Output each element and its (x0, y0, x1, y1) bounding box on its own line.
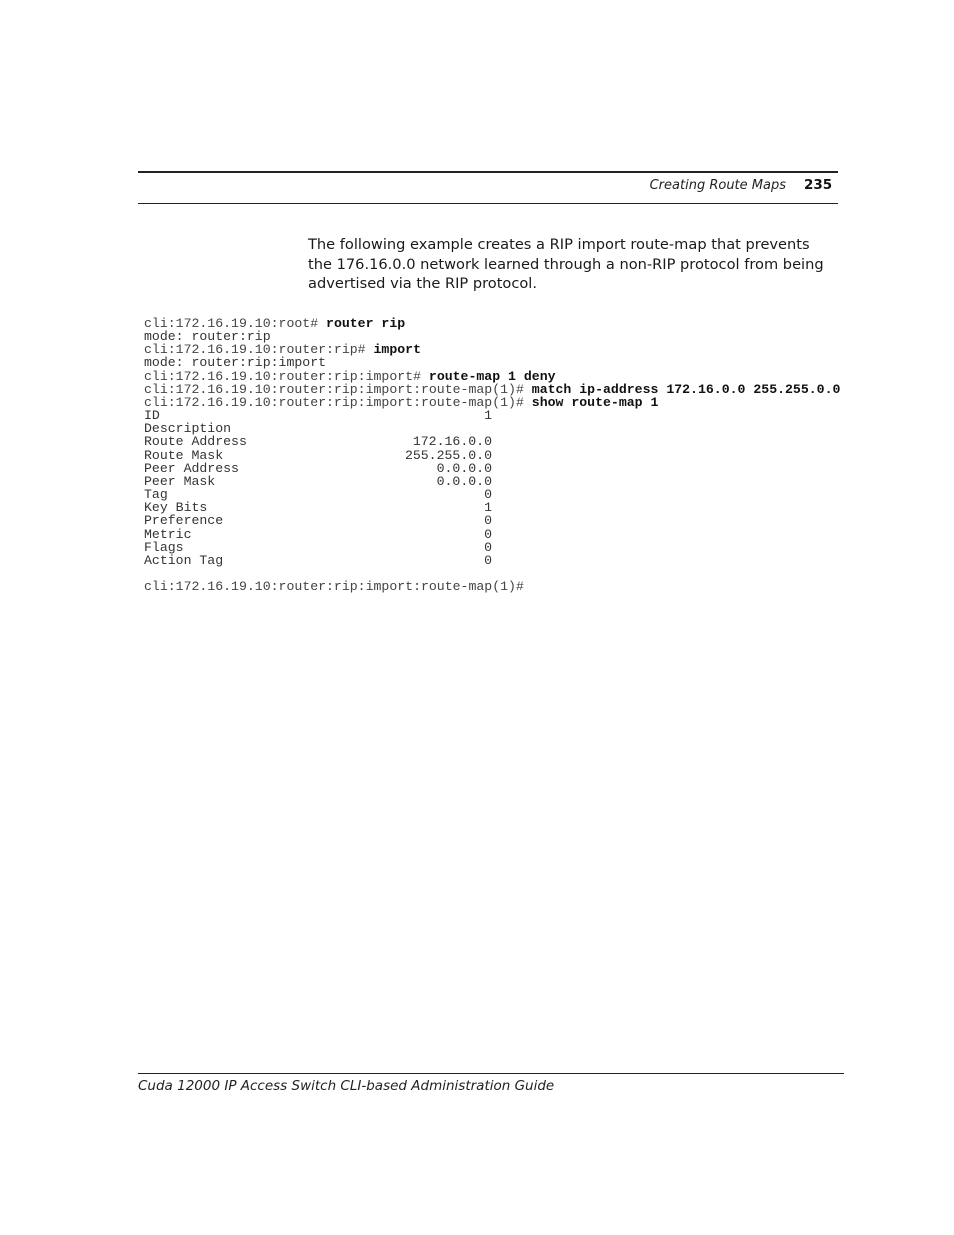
intro-paragraph: The following example creates a RIP import route-map that prevents the 176.16.0.0 network learned through a non-RIP protocol from being advertised via the RIP protocol. (308, 236, 824, 293)
route-map-value: 0 (484, 487, 492, 503)
route-map-value: 1 (484, 408, 492, 424)
route-map-field: Peer Mask (144, 473, 216, 489)
cli-command: route-map 1 deny (428, 368, 556, 384)
route-map-table-row (144, 553, 492, 568)
footer-rule (138, 1073, 844, 1074)
cli-command: show route-map 1 (531, 394, 659, 410)
route-map-value: 0 (484, 526, 492, 542)
cli-command: import (373, 342, 421, 358)
route-map-value: 0 (484, 539, 492, 555)
route-map-field: Peer Address (144, 460, 239, 476)
route-map-field: Preference (144, 513, 224, 529)
route-map-value: 0.0.0.0 (436, 460, 492, 476)
cli-output-line: mode: router:rip:import (144, 355, 327, 371)
cli-prompt: cli:172.16.19.10:router:rip# (144, 342, 374, 358)
cli-prompt: cli:172.16.19.10:router:rip:import# (144, 368, 429, 384)
route-map-value: 1 (484, 500, 492, 516)
route-map-field: Action Tag (144, 552, 224, 568)
route-map-value: 0 (484, 513, 492, 529)
cli-prompt: cli:172.16.19.10:root# (144, 316, 327, 331)
route-map-field: Key Bits (144, 500, 208, 516)
header-bottom-rule (138, 203, 838, 204)
route-map-field: Tag (144, 487, 168, 503)
route-map-value: 0 (484, 552, 492, 568)
route-map-field: Metric (144, 526, 192, 542)
header-top-rule (138, 171, 838, 173)
cli-prompt: cli:172.16.19.10:router:rip:import:route-map(1)# (144, 381, 532, 397)
route-map-field: Flags (144, 539, 184, 555)
route-map-field: Description (144, 421, 232, 437)
route-map-field: Route Mask (144, 447, 224, 463)
route-map-value: 0.0.0.0 (436, 473, 492, 489)
cli-prompt: cli:172.16.19.10:router:rip:import:route-map(1)# (144, 394, 532, 410)
cli-command: match ip-address 172.16.0.0 255.255.0.0 (531, 381, 841, 397)
running-header-title: Creating Route Maps (649, 178, 786, 193)
footer-guide-title: Cuda 12000 IP Access Switch CLI-based Administration Guide (138, 1078, 555, 1094)
cli-output-line: mode: router:rip (144, 329, 271, 345)
cli-example (144, 317, 840, 593)
cli-final-prompt: cli:172.16.19.10:router:rip:import:route-map(1)# (144, 579, 524, 595)
route-map-value: 172.16.0.0 (412, 434, 492, 450)
cli-command: router rip (326, 316, 406, 331)
page-number: 235 (804, 177, 833, 193)
route-map-field: ID (144, 408, 160, 424)
route-map-field: Route Address (144, 434, 247, 450)
route-map-value: 255.255.0.0 (404, 447, 492, 463)
